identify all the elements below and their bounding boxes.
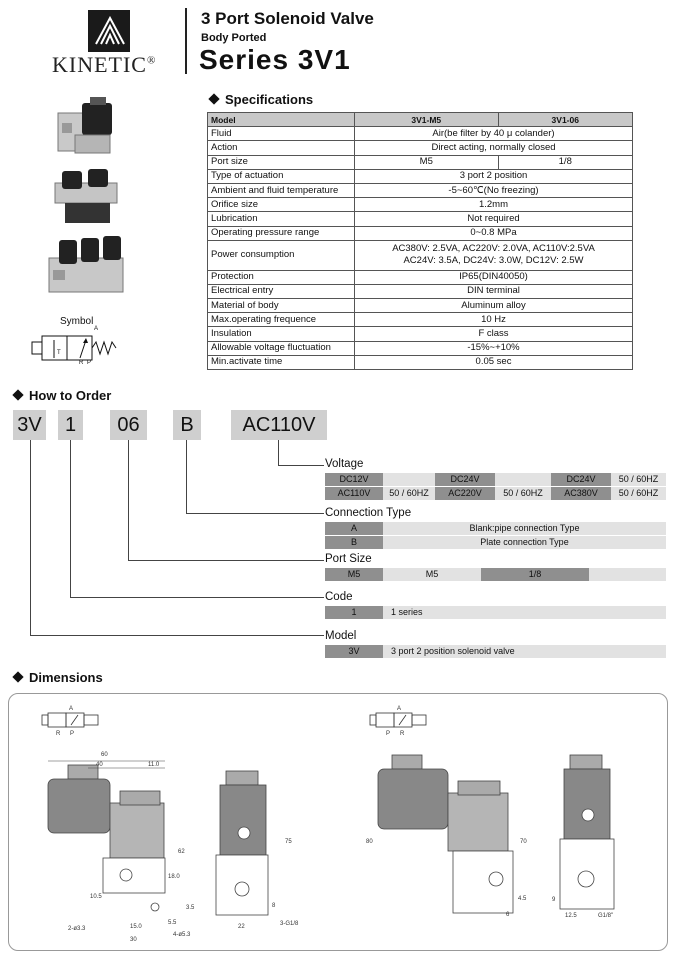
connector-line <box>278 465 324 466</box>
connector-line <box>128 440 129 560</box>
dimension-label: G1/8" <box>598 913 614 919</box>
voltage-freq: 50 / 60HZ <box>611 473 666 486</box>
spec-value: IP65(DIN40050) <box>355 270 633 284</box>
spec-key: Insulation <box>208 327 355 341</box>
valve-symbol-small-right-icon <box>370 713 426 727</box>
connection-row-b <box>325 536 666 549</box>
connector-line <box>278 440 279 465</box>
voltage-option: AC380V <box>551 487 611 500</box>
port-label: R <box>56 731 61 737</box>
voltage-option: DC24V <box>435 473 495 486</box>
table-row <box>208 240 633 270</box>
table-row <box>208 155 633 169</box>
spec-value: Aluminum alloy <box>355 299 633 313</box>
spec-value: 3 port 2 position <box>355 169 633 183</box>
order-code-voltage: AC110V <box>231 410 327 440</box>
code-row <box>325 606 666 619</box>
dimension-label: 9 <box>552 897 556 903</box>
dimension-label: 60 <box>101 752 108 758</box>
code-desc: 1 series <box>383 606 666 619</box>
dimension-label: 2-ø3.3 <box>68 926 86 932</box>
dimension-label: 4-ø5.3 <box>173 932 191 938</box>
port-label: P <box>386 731 391 737</box>
spec-value <box>355 240 633 270</box>
spec-key: Lubrication <box>208 212 355 226</box>
voltage-freq: 50 / 60HZ <box>611 487 666 500</box>
dimension-label: 3-G1/8 <box>280 921 299 927</box>
spec-key: Operating pressure range <box>208 226 355 240</box>
spec-value: Not required <box>355 212 633 226</box>
voltage-label: Voltage <box>325 458 364 470</box>
voltage-option: AC220V <box>435 487 495 500</box>
product-photo-single <box>50 95 125 160</box>
spec-key: Model <box>208 113 355 127</box>
model-row <box>325 645 666 658</box>
left-front-view <box>48 765 165 911</box>
order-code-series: 1 <box>58 410 83 440</box>
dimension-label: 12.5 <box>565 913 577 919</box>
spec-value: 0~0.8 MPa <box>355 226 633 240</box>
spec-key: Ambient and fluid temperature <box>208 183 355 197</box>
connection-code: A <box>325 522 383 535</box>
spec-value: 1.2mm <box>355 198 633 212</box>
spec-key: Max.operating frequence <box>208 313 355 327</box>
table-row <box>208 341 633 355</box>
connection-label: Connection Type <box>325 507 412 519</box>
dimension-label: 70 <box>520 839 527 845</box>
connection-code: B <box>325 536 383 549</box>
spec-key: Action <box>208 141 355 155</box>
order-heading: How to Order <box>14 388 111 403</box>
dimension-label: 4.5 <box>518 896 527 902</box>
table-row <box>208 127 633 141</box>
connector-line <box>186 440 187 513</box>
spec-key: Protection <box>208 270 355 284</box>
order-code-connection: B <box>173 410 201 440</box>
connector-line <box>30 635 324 636</box>
model-label: Model <box>325 630 357 642</box>
table-row <box>208 226 633 240</box>
dimension-label: 11.0 <box>148 762 160 768</box>
table-row <box>208 169 633 183</box>
dimension-label: 6 <box>506 912 510 918</box>
port-desc: M5 <box>383 568 481 581</box>
dimension-drawings <box>8 693 668 951</box>
dimension-label: 5.5 <box>168 920 177 926</box>
spec-value-line: AC380V: 2.5VA, AC220V: 2.0VA, AC110V:2.5VA <box>392 243 595 255</box>
dimension-label: 10.5 <box>90 894 102 900</box>
table-row <box>208 198 633 212</box>
spec-key: Electrical entry <box>208 284 355 298</box>
voltage-freq <box>383 473 435 486</box>
voltage-option: DC24V <box>551 473 611 486</box>
dimension-label: 15.0 <box>130 924 142 930</box>
dimensions-heading: Dimensions <box>14 670 103 685</box>
right-side-view <box>560 755 614 909</box>
spec-col-06: 3V1-06 <box>498 113 632 127</box>
dimension-label: 75 <box>285 839 292 845</box>
code-value: 1 <box>325 606 383 619</box>
spec-value: Direct acting, normally closed <box>355 141 633 155</box>
order-code-port: 06 <box>110 410 147 440</box>
right-front-view <box>378 755 513 913</box>
voltage-freq: 50 / 60HZ <box>383 487 435 500</box>
spec-key: Power consumption <box>208 240 355 270</box>
left-side-view <box>216 771 268 915</box>
spec-value: DIN terminal <box>355 284 633 298</box>
table-row <box>208 113 633 127</box>
connector-line <box>30 440 31 635</box>
table-row <box>208 327 633 341</box>
port-code: M5 <box>325 568 383 581</box>
connector-line <box>128 560 324 561</box>
symbol-label: Symbol <box>60 316 94 327</box>
port-label: A <box>94 326 99 332</box>
header-divider <box>185 8 187 74</box>
spec-value: 10 Hz <box>355 313 633 327</box>
port-label: T <box>57 350 61 356</box>
spec-key: Min.activate time <box>208 355 355 369</box>
dimension-label: 30 <box>130 937 137 943</box>
voltage-freq: 50 / 60HZ <box>495 487 551 500</box>
valve-symbol-icon <box>30 328 130 368</box>
spec-key: Type of actuation <box>208 169 355 183</box>
connection-desc: Plate connection Type <box>383 536 666 549</box>
dimension-label: 3.5 <box>186 905 195 911</box>
voltage-row-2 <box>325 487 666 500</box>
port-desc: 1/8 <box>481 568 589 581</box>
kinetic-logo-icon <box>88 10 130 52</box>
spec-value: -5~60℃(No freezing) <box>355 183 633 197</box>
product-photo-double <box>50 165 125 227</box>
spec-col-m5: 3V1-M5 <box>355 113 499 127</box>
dimension-label: 40 <box>96 762 103 768</box>
order-code-model: 3V <box>13 410 46 440</box>
connector-line <box>186 513 324 514</box>
page-subtitle: Body Ported <box>201 32 267 44</box>
spec-key: Orifice size <box>208 198 355 212</box>
spec-value: F class <box>355 327 633 341</box>
spec-key: Material of body <box>208 299 355 313</box>
valve-symbol-small-left-icon <box>42 713 98 727</box>
table-row <box>208 212 633 226</box>
connector-line <box>70 597 324 598</box>
table-row <box>208 141 633 155</box>
spec-value: -15%~+10% <box>355 341 633 355</box>
voltage-row-1 <box>325 473 666 486</box>
port-label: A <box>397 706 402 712</box>
port-size-label: Port Size <box>325 553 372 565</box>
spec-table <box>207 112 633 370</box>
voltage-option: AC110V <box>325 487 383 500</box>
dimension-label: 80 <box>366 839 373 845</box>
table-row <box>208 313 633 327</box>
connection-row-a <box>325 522 666 535</box>
voltage-freq <box>495 473 551 486</box>
spec-value-line: AC24V: 3.5A, DC24V: 3.0W, DC12V: 2.5W <box>403 255 584 267</box>
voltage-option: DC12V <box>325 473 383 486</box>
dimension-label: 8 <box>272 903 276 909</box>
spec-key: Fluid <box>208 127 355 141</box>
spec-value: 1/8 <box>498 155 632 169</box>
table-row <box>208 183 633 197</box>
spec-value: 0.05 sec <box>355 355 633 369</box>
connector-line <box>70 440 71 597</box>
port-empty <box>589 568 666 581</box>
page-title: 3 Port Solenoid Valve <box>201 9 374 28</box>
port-label: R <box>400 731 405 737</box>
dimension-label: 22 <box>238 924 245 930</box>
model-desc: 3 port 2 position solenoid valve <box>383 645 666 658</box>
table-row <box>208 355 633 369</box>
spec-value: M5 <box>355 155 499 169</box>
table-row <box>208 270 633 284</box>
code-label: Code <box>325 591 353 603</box>
brand-name: KINETIC® <box>52 52 157 77</box>
connection-desc: Blank:pipe connection Type <box>383 522 666 535</box>
port-label: P <box>87 360 92 366</box>
spec-value: Air(be filter by 40 μ colander) <box>355 127 633 141</box>
spec-key: Port size <box>208 155 355 169</box>
model-value: 3V <box>325 645 383 658</box>
spec-key: Allowable voltage fluctuation <box>208 341 355 355</box>
product-photo-manifold <box>45 230 130 300</box>
dimension-label: 18.0 <box>168 874 180 880</box>
port-label: P <box>70 731 75 737</box>
port-label: A <box>69 706 74 712</box>
series-title: Series 3V1 <box>199 44 351 75</box>
specs-heading: Specifications <box>210 92 313 107</box>
port-size-row <box>325 568 666 581</box>
port-label: R <box>79 360 84 366</box>
dimension-label: 62 <box>178 849 185 855</box>
table-row <box>208 284 633 298</box>
table-row <box>208 299 633 313</box>
